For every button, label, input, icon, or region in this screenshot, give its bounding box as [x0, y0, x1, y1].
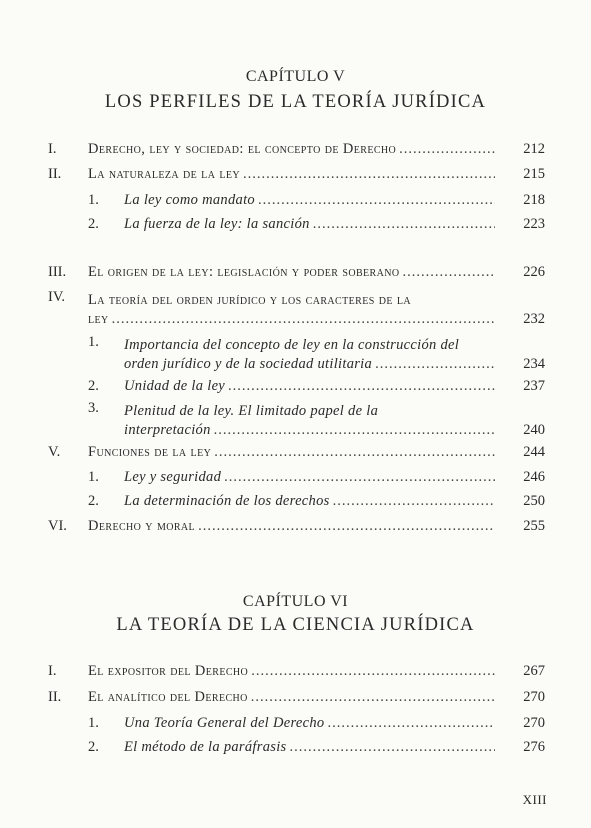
- entry-number: V.: [48, 444, 61, 460]
- entry-title: Una Teoría General del Derecho: [124, 715, 325, 731]
- entry-page: 276: [523, 739, 545, 755]
- entry-page: 270: [523, 689, 545, 705]
- entry-title: Derecho y moral: [88, 518, 196, 534]
- entry-number: II.: [48, 689, 62, 705]
- entry-number: III.: [48, 264, 67, 280]
- entry-number: I.: [48, 663, 57, 679]
- toc-subentry[interactable]: [0, 400, 591, 448]
- entry-title: La fuerza de la ley: la sanción: [124, 216, 310, 232]
- toc-entry[interactable]: [0, 663, 591, 687]
- dot-leader: [333, 493, 495, 510]
- entry-title-continued: interpretación: [124, 422, 211, 438]
- entry-title: Ley y seguridad: [124, 469, 222, 485]
- dot-leader: [198, 518, 495, 535]
- entry-number: 2.: [88, 739, 99, 755]
- dot-leader: [251, 689, 495, 706]
- entry-number: II.: [48, 166, 62, 182]
- entry-page: 234: [523, 356, 545, 372]
- entry-page: 255: [523, 518, 545, 534]
- entry-page: 212: [523, 141, 545, 157]
- entry-title: La naturaleza de la ley: [88, 166, 240, 182]
- entry-number: VI.: [48, 518, 67, 534]
- entry-title: El método de la paráfrasis: [124, 739, 287, 755]
- dot-leader: [228, 378, 495, 395]
- entry-title: Unidad de la ley: [124, 378, 226, 394]
- chapter-vi-title: LA TEORÍA DE LA CIENCIA JURÍDICA: [116, 615, 475, 635]
- entry-title: Plenitud de la ley. El limitado papel de la: [124, 403, 379, 419]
- chapter-v-title: LOS PERFILES DE LA TEORÍA JURÍDICA: [104, 92, 487, 112]
- entry-title: La ley como mandato: [124, 192, 255, 208]
- entry-page: 232: [523, 311, 545, 327]
- entry-page: 237: [523, 378, 545, 394]
- dot-leader: [214, 444, 495, 461]
- entry-page: 270: [523, 715, 545, 731]
- toc-entry[interactable]: [0, 289, 591, 337]
- entry-page: 215: [523, 166, 545, 182]
- dot-leader: [258, 192, 495, 209]
- dot-leader: [327, 715, 495, 732]
- entry-page: 267: [523, 663, 545, 679]
- entry-title: La teoría del orden jurídico y los caracteres de la: [88, 292, 411, 308]
- chapter-v-label: CAPÍTULO V: [245, 68, 346, 85]
- toc-subentry[interactable]: [0, 216, 591, 240]
- dot-leader: [313, 216, 495, 233]
- toc-subentry[interactable]: [0, 715, 591, 739]
- dot-leader: [243, 166, 495, 183]
- entry-number: 2.: [88, 216, 99, 232]
- toc-subentry[interactable]: [0, 192, 591, 216]
- entry-page: 223: [523, 216, 545, 232]
- toc-subentry[interactable]: [0, 334, 591, 382]
- entry-page: 218: [523, 192, 545, 208]
- dot-leader: [214, 422, 495, 439]
- entry-title: El origen de la ley: legislación y poder soberano: [88, 264, 400, 280]
- entry-number: 1.: [88, 469, 99, 485]
- entry-number: I.: [48, 141, 57, 157]
- entry-number: 2.: [88, 378, 99, 394]
- entry-title: Funciones de la ley: [88, 444, 212, 460]
- toc-entry[interactable]: [0, 264, 591, 288]
- toc-entry[interactable]: [0, 141, 591, 165]
- toc-entry[interactable]: [0, 444, 591, 468]
- toc-entry[interactable]: [0, 518, 591, 542]
- entry-number: 1.: [88, 192, 99, 208]
- entry-title: El analítico del Derecho: [88, 689, 248, 705]
- page-folio: XIII: [522, 792, 547, 807]
- dot-leader: [399, 141, 495, 158]
- toc-subentry[interactable]: [0, 739, 591, 763]
- dot-leader: [289, 739, 495, 756]
- entry-title: Derecho, ley y sociedad: el concepto de Derecho: [88, 141, 397, 157]
- entry-number: 1.: [88, 715, 99, 731]
- dot-leader: [112, 311, 495, 328]
- entry-number: IV.: [48, 289, 66, 305]
- entry-title: El expositor del Derecho: [88, 663, 249, 679]
- entry-number: 3.: [88, 400, 99, 416]
- toc-subentry[interactable]: [0, 469, 591, 493]
- entry-title: La determinación de los derechos: [124, 493, 330, 509]
- dot-leader: [224, 469, 495, 486]
- toc-subentry[interactable]: [0, 378, 591, 402]
- entry-page: 250: [523, 493, 545, 509]
- entry-page: 226: [523, 264, 545, 280]
- entry-title-continued: ley: [88, 311, 109, 327]
- entry-title: Importancia del concepto de ley en la construcción del: [124, 337, 460, 353]
- toc-subentry[interactable]: [0, 493, 591, 517]
- entry-page: 240: [523, 422, 545, 438]
- entry-number: 2.: [88, 493, 99, 509]
- entry-page: 246: [523, 469, 545, 485]
- toc-entry[interactable]: [0, 689, 591, 713]
- entry-number: 1.: [88, 334, 99, 350]
- dot-leader: [375, 356, 495, 373]
- entry-page: 244: [523, 444, 545, 460]
- dot-leader: [251, 663, 495, 680]
- toc-entry[interactable]: [0, 166, 591, 190]
- entry-title-continued: orden jurídico y de la sociedad utilitaria: [124, 356, 373, 372]
- dot-leader: [402, 264, 495, 281]
- chapter-vi-label: CAPÍTULO VI: [242, 593, 349, 610]
